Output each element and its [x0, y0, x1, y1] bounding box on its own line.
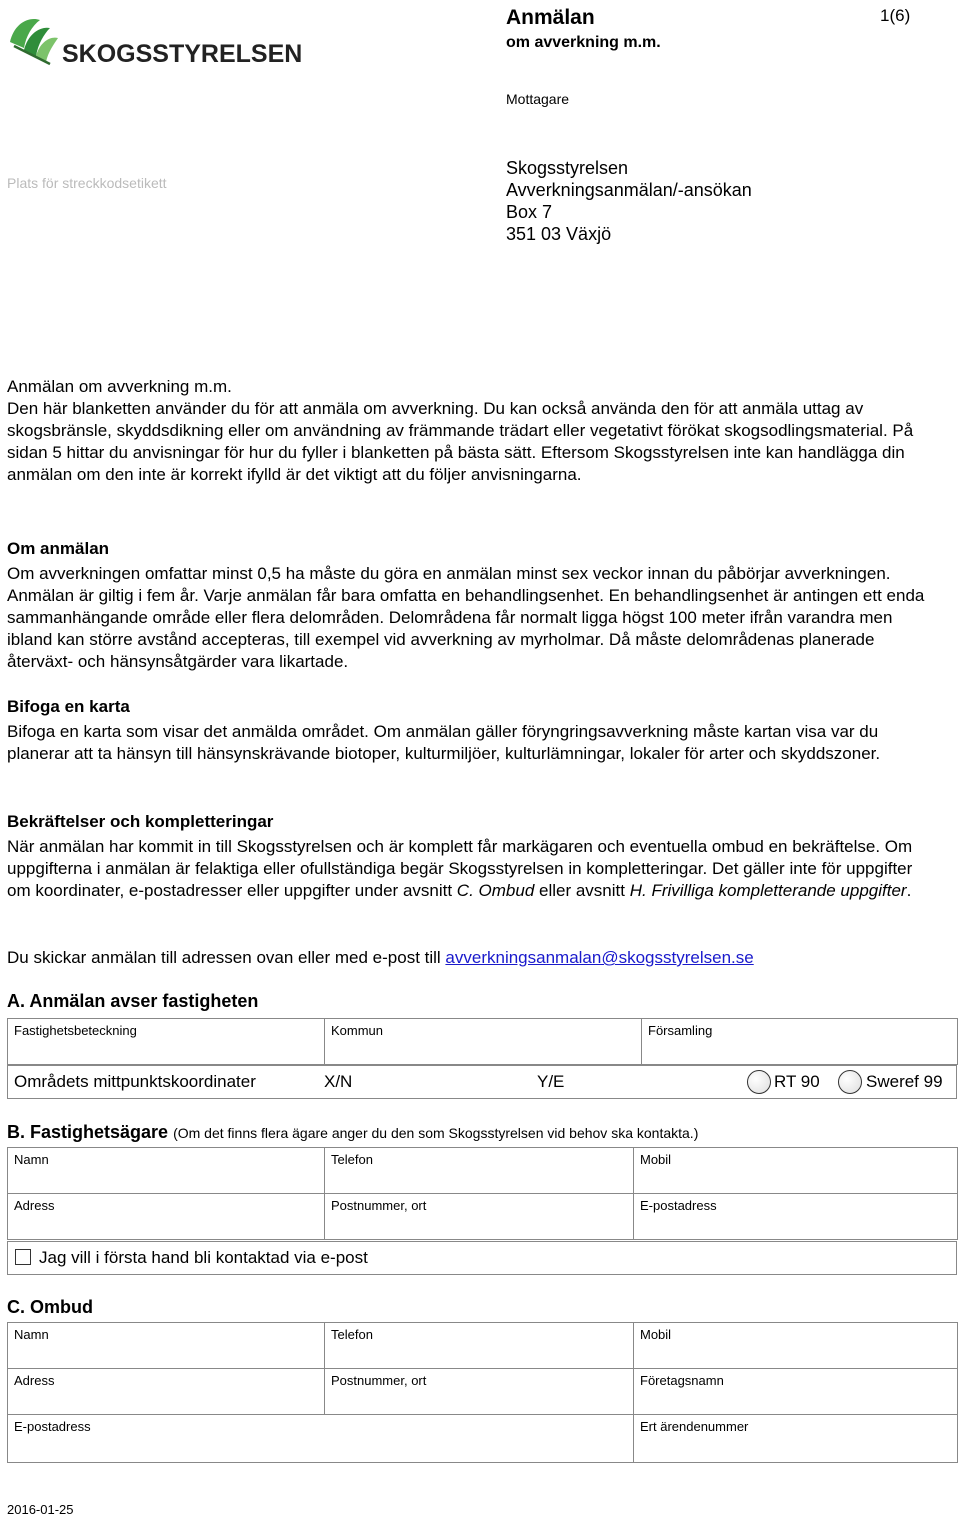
forsamling-field[interactable]	[642, 1019, 958, 1065]
fastighetsbeteckning-field[interactable]	[8, 1019, 325, 1065]
section-b-note: (Om det finns flera ägare anger du den som Skogsstyrelsen vid behov ska kontakta.)	[173, 1125, 699, 1141]
field-label: Adress	[14, 1373, 55, 1388]
agent-email-field[interactable]	[8, 1415, 634, 1463]
owner-postal-field[interactable]	[325, 1194, 634, 1240]
address-line: Skogsstyrelsen	[506, 158, 629, 178]
field-label: Mobil	[640, 1327, 672, 1342]
kommun-field[interactable]	[325, 1019, 642, 1065]
field-label: Adress	[14, 1198, 55, 1213]
footer-date: 2016-01-25	[7, 1502, 74, 1517]
address-line: Box 7	[506, 202, 553, 222]
agent-postal-field[interactable]	[325, 1369, 634, 1415]
email-contact-row	[7, 1241, 957, 1275]
agent-case-number-field[interactable]	[634, 1415, 958, 1463]
section-b-table	[7, 1147, 958, 1240]
karta-heading: Bifoga en karta	[7, 697, 130, 716]
field-label: Telefon	[331, 1327, 373, 1342]
bekraftelser-main-text: När anmälan har kommit in till Skogsstyrelsen och är komplett får markägaren och eventuella ombud en bekräftelse. Om uppgifterna i anmälan är felaktiga eller ofullständiga begär Skogsstyrelsen in kompletteringar. Det gäller inte för uppgifter om koordinater, e-postadresser eller uppgifter under avsnitt	[7, 837, 913, 900]
svg-text:SKOGSSTYRELSEN: SKOGSSTYRELSEN	[62, 40, 303, 68]
section-a-heading: A. Anmälan avser fastigheten	[7, 991, 259, 1011]
field-label: Postnummer, ort	[331, 1198, 427, 1213]
intro-text: Den här blanketten använder du för att anmäla om avverkning. Du kan också använda den för att anmäla uttag av skogsbränsle, skyddsdikning eller om användning av främmande trädart eller vegetativt förökat skogsodlingsmaterial. På sidan 5 hittar du anvisningar för hur du fyller i blanketten på bästa sätt. Eftersom Skogsstyrelsen inte kan handlägga din anmälan om den inte är korrekt ifylld är det viktigt att du följer anvisningarna.	[7, 399, 914, 484]
field-label: Företagsnamn	[640, 1373, 724, 1388]
rt90-radio[interactable]	[747, 1070, 771, 1094]
coordinates-row	[7, 1065, 957, 1099]
rt90-label: RT 90	[774, 1072, 820, 1091]
ref-section-h: H. Frivilliga kompletterande uppgifter	[629, 881, 907, 900]
email-contact-label: Jag vill i första hand bli kontaktad via e-post	[39, 1248, 368, 1267]
agent-address-field[interactable]	[8, 1369, 325, 1415]
field-label: Namn	[14, 1152, 49, 1167]
field-label: E-postadress	[14, 1419, 91, 1434]
agent-mobile-field[interactable]	[634, 1323, 958, 1369]
section-c-table	[7, 1322, 958, 1463]
sweref99-radio[interactable]	[838, 1070, 862, 1094]
bekraftelser-end-text: .	[906, 881, 912, 900]
email-link[interactable]: avverkningsanmalan@skogsstyrelsen.se	[445, 948, 754, 967]
agent-name-field[interactable]	[8, 1323, 325, 1369]
send-instructions	[7, 947, 927, 969]
form-subtitle: om avverkning m.m.	[506, 34, 661, 51]
field-label: Kommun	[331, 1023, 384, 1038]
owner-address-field[interactable]	[8, 1194, 325, 1240]
coordinates-label: Områdets mittpunktskoordinater	[14, 1072, 256, 1091]
ye-label: Y/E	[537, 1072, 565, 1091]
recipient-address	[506, 157, 752, 245]
intro-heading: Anmälan om avverkning m.m.	[7, 377, 232, 396]
bekraftelser-or-text: eller avsnitt	[534, 881, 630, 900]
owner-name-field[interactable]	[8, 1148, 325, 1194]
section-b-title: B. Fastighetsägare	[7, 1122, 169, 1142]
section-a-table	[7, 1018, 958, 1065]
om-anmalan-heading: Om anmälan	[7, 539, 110, 558]
recipient-label: Mottagare	[506, 91, 570, 107]
om-anmalan-text: Om avverkningen omfattar minst 0,5 ha måste du göra en anmälan minst sex veckor innan du påbörjar avverkningen. Anmälan är giltig i fem år. Varje anmälan får bara omfatta en behandlingsenhet. En behandlingsenhet är antingen ett enda sammanhängande område eller flera delområden. Delområdena får normalt ligga högst 100 meter ifrån varandra men ibland kan större avstånd accepteras, till exempel vid avverkning av myrholmar. Då måste delområdenas planerade återväxt- och hänsynsåtgärder vara likartade.	[7, 564, 925, 671]
field-label: Församling	[648, 1023, 713, 1038]
agent-company-field[interactable]	[634, 1369, 958, 1415]
owner-phone-field[interactable]	[325, 1148, 634, 1194]
field-label: Ert ärendenummer	[640, 1419, 749, 1434]
field-label: Mobil	[640, 1152, 672, 1167]
field-label: Fastighetsbeteckning	[14, 1023, 137, 1038]
ref-section-c: C. Ombud	[456, 881, 535, 900]
address-line: Avverkningsanmälan/-ansökan	[506, 180, 752, 200]
om-anmalan-section	[7, 538, 927, 673]
section-b-heading	[7, 1122, 698, 1143]
field-label: Postnummer, ort	[331, 1373, 427, 1388]
bekraftelser-section	[7, 811, 927, 902]
address-line: 351 03 Växjö	[506, 224, 612, 244]
karta-section	[7, 696, 927, 765]
owner-mobile-field[interactable]	[634, 1148, 958, 1194]
bekraftelser-heading: Bekräftelser och kompletteringar	[7, 812, 274, 831]
field-label: Telefon	[331, 1152, 373, 1167]
karta-text: Bifoga en karta som visar det anmälda området. Om anmälan gäller föryngringsavverkning måste kartan visa var du planerar att ta hänsyn till hänsynskrävande biotoper, kulturmiljöer, kulturlämningar, lokaler för arter och skyddszoner.	[7, 722, 881, 763]
agent-phone-field[interactable]	[325, 1323, 634, 1369]
sweref99-label: Sweref 99	[866, 1072, 943, 1091]
section-c-heading: C. Ombud	[7, 1297, 93, 1317]
leaf-logo-icon	[10, 19, 58, 64]
email-contact-checkbox[interactable]	[15, 1249, 31, 1265]
barcode-placeholder: Plats för streckkodsetikett	[7, 175, 167, 191]
field-label: Namn	[14, 1327, 49, 1342]
form-title: Anmälan	[506, 6, 595, 29]
intro-section	[7, 376, 927, 486]
field-label: E-postadress	[640, 1198, 717, 1213]
bekraftelser-text	[7, 836, 927, 902]
xn-label: X/N	[324, 1072, 353, 1091]
send-text: Du skickar anmälan till adressen ovan eller med e-post till	[7, 948, 446, 967]
skogsstyrelsen-logo	[6, 6, 303, 68]
owner-email-field[interactable]	[634, 1194, 958, 1240]
page-number: 1(6)	[880, 6, 911, 25]
